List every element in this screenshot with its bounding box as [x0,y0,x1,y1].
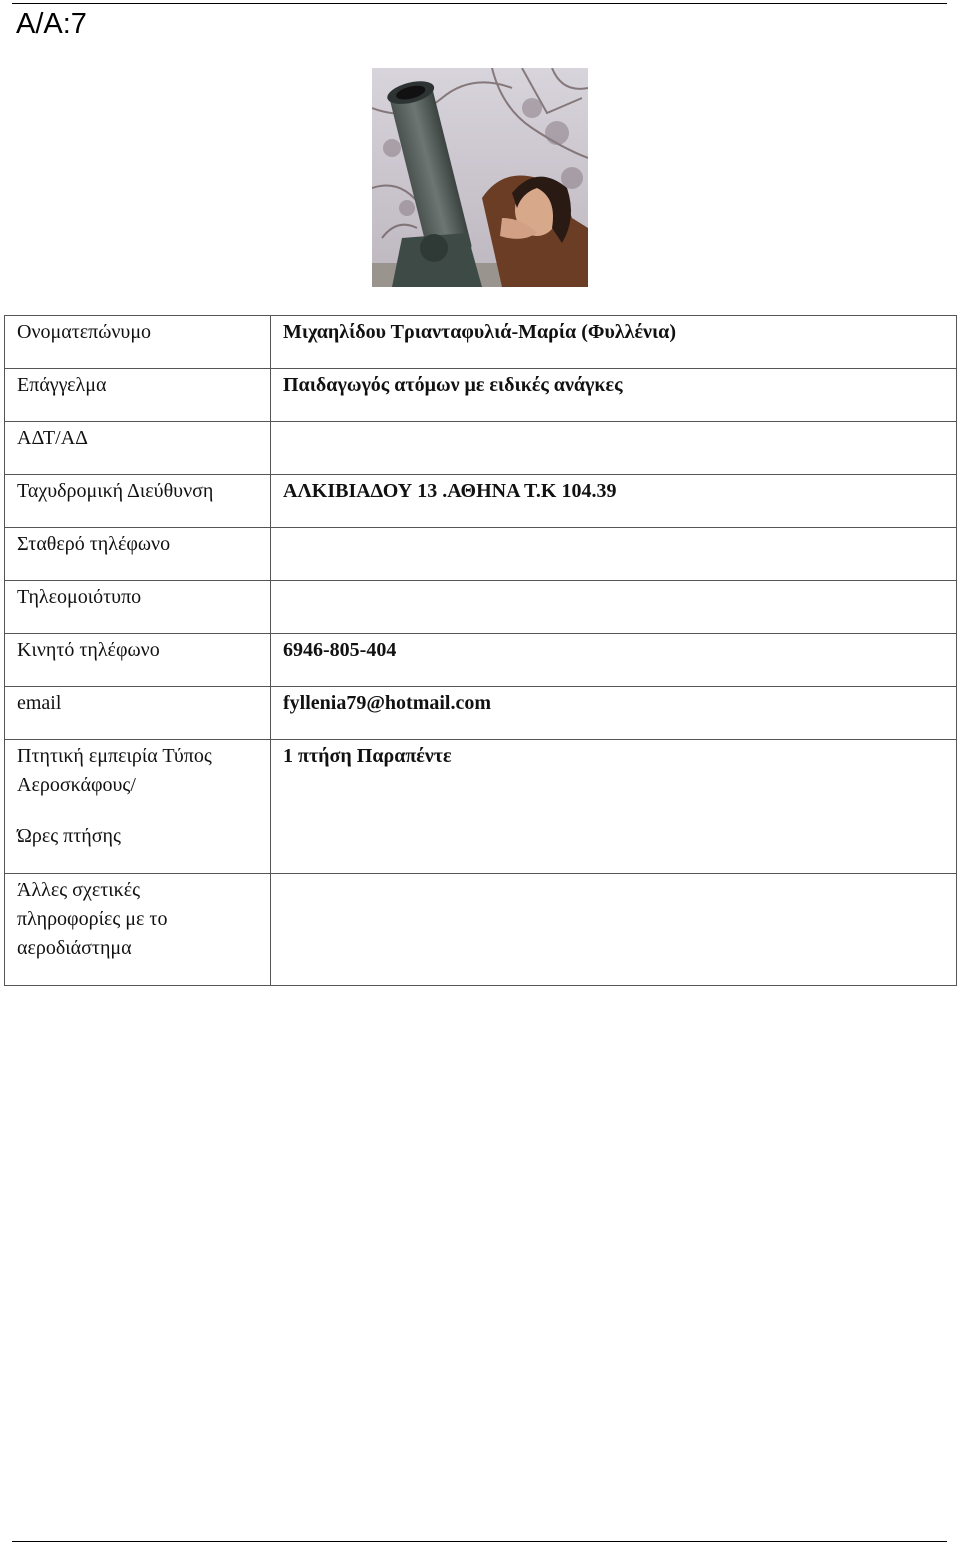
table-row [5,528,957,581]
table-row [5,422,957,475]
bottom-rule [12,1541,947,1542]
label-full-name: Ονοματεπώνυμο [5,316,271,369]
person-photo-icon [372,68,588,287]
label-id-number: ΑΔΤ/ΑΔ [5,422,271,475]
table-row [5,634,957,687]
value-email[interactable]: fyllenia79@hotmail.com [271,687,957,740]
label-line: Άλλες σχετικές [17,879,141,901]
value-postal-address: ΑΛΚΙΒΙΑΔΟΥ 13 .ΑΘΗΝΑ Τ.Κ 104.39 [271,475,957,528]
table-row [5,687,957,740]
info-table [4,315,957,986]
table-row [5,740,957,874]
label-other-info [5,874,271,986]
table-row [5,874,957,986]
value-id-number [271,422,957,475]
label-flight-experience [5,740,271,874]
value-flight-experience: 1 πτήση Παραπέντε [271,740,957,874]
person-photo [372,68,588,287]
label-profession: Επάγγελμα [5,369,271,422]
value-mobile-phone: 6946-805-404 [271,634,957,687]
label-line: Πτητική εμπειρία Τύπος [17,745,212,767]
top-rule [12,3,947,4]
value-landline-phone [271,528,957,581]
page-number: Α/Α:7 [16,8,87,40]
label-email: email [5,687,271,740]
table-row [5,581,957,634]
value-fax [271,581,957,634]
label-line: πληροφορίες με το [17,908,168,930]
label-postal-address: Ταχυδρομική Διεύθυνση [5,475,271,528]
table-row [5,475,957,528]
label-line: Ώρες πτήσης [17,825,121,847]
value-other-info [271,874,957,986]
label-landline-phone: Σταθερό τηλέφωνο [5,528,271,581]
value-profession: Παιδαγωγός ατόμων με ειδικές ανάγκες [271,369,957,422]
table-row [5,316,957,369]
value-full-name: Μιχαηλίδου Τριανταφυλιά-Μαρία (Φυλλένια) [271,316,957,369]
label-fax: Τηλεομοιότυπο [5,581,271,634]
label-line: Αεροσκάφους/ [17,774,136,796]
table-row [5,369,957,422]
label-line: αεροδιάστημα [17,937,132,959]
label-mobile-phone: Κινητό τηλέφωνο [5,634,271,687]
